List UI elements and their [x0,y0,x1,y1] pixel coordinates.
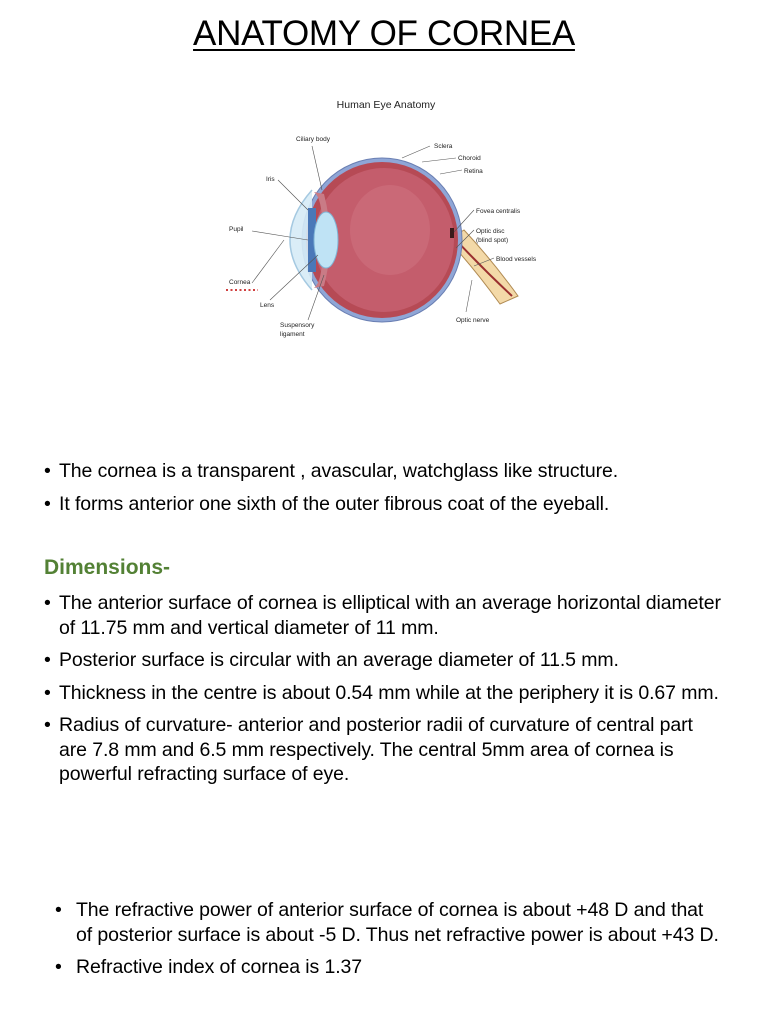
label-cornea: Cornea [229,279,251,286]
label-suspensory-2: ligament [280,331,305,338]
label-sclera: Sclera [434,143,453,150]
lens-shape [314,212,338,268]
vitreous-highlight [350,185,430,275]
refraction-list [44,898,724,988]
list-item: • It forms anterior one sixth of the outer fibrous coat of the eyeball. [44,492,724,517]
label-optic-nerve: Optic nerve [456,317,490,324]
list-item: • Radius of curvature- anterior and posterior radii of curvature of central part are 7.8 mm and 6.5 mm respectively. The central 5mm area of cornea is powerful refracting surface of eye. [44,713,724,787]
label-fovea: Fovea centralis [476,208,521,215]
list-item: • The cornea is a transparent , avascular, watchglass like structure. [44,459,724,484]
blood-vessel-line [456,240,512,296]
dimensions-heading: Dimensions- [44,556,171,579]
label-suspensory-1: Suspensory [280,322,315,329]
label-choroid: Choroid [458,155,481,162]
eye-illustration [212,90,552,350]
label-retina: Retina [464,168,483,175]
eye-anatomy-diagram [212,90,552,350]
label-blood-vessels: Blood vessels [496,256,537,263]
list-item: • Thickness in the centre is about 0.54 mm while at the periphery it is 0.67 mm. [44,681,724,706]
diagram-title: Human Eye Anatomy [336,99,436,111]
label-optic-disc-2: (blind spot) [476,237,509,244]
dimensions-list [44,591,724,795]
list-item: • Refractive index of cornea is 1.37 [44,955,724,980]
label-optic-disc-1: Optic disc [476,228,505,235]
label-iris: Iris [266,176,275,183]
list-item: • The anterior surface of cornea is elliptical with an average horizontal diameter of 11.75 mm and vertical diameter of 11 mm. [44,591,724,640]
list-item: • The refractive power of anterior surface of cornea is about +48 D and that of posterior surface is about -5 D. Thus net refractive power is about +43 D. [44,898,724,947]
intro-list [44,459,724,524]
label-pupil: Pupil [229,226,244,233]
label-lens: Lens [260,302,275,309]
page-title: ANATOMY OF CORNEA [193,14,575,53]
fovea-mark [450,228,454,238]
label-ciliary-body: Ciliary body [296,136,330,143]
list-item: • Posterior surface is circular with an average diameter of 11.5 mm. [44,648,724,673]
